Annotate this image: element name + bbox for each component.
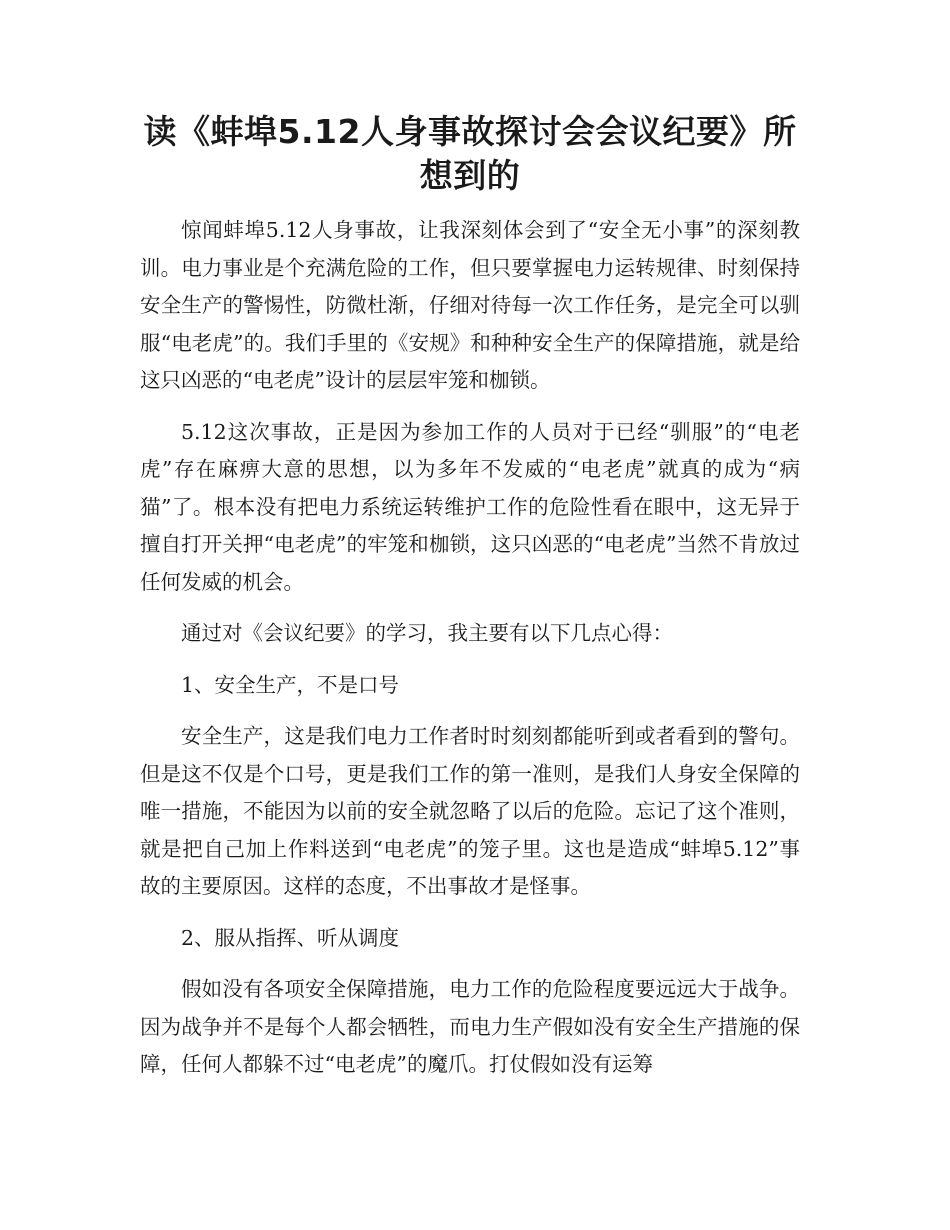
section-heading-1: 1、安全生产，不是口号 bbox=[181, 672, 400, 697]
section-heading-2: 2、服从指挥、听从调度 bbox=[181, 925, 400, 950]
paragraph-section-1: 安全生产，这是我们电力工作者时时刻刻都能听到或者看到的警句。但是这不仅是个口号，更是我们工作的第一准则，是我们人身安全保障的唯一措施，不能因为以前的安全就忽略了以后的危险。忘记了这个准则，就是把自己加上作料送到“电老虎”的笼子里。这也是造成“蚌埠5.12”事故的主要原因。这样的态度，不出事故才是怪事。 bbox=[140, 724, 800, 898]
paragraph-lessons-intro: 通过对《会议纪要》的学习，我主要有以下几点心得： bbox=[181, 621, 673, 645]
document-title: 读《蚌埠5.12人身事故探讨会会议纪要》所想到的 bbox=[143, 112, 797, 195]
paragraph-intro: 惊闻蚌埠5.12人身事故，让我深刻体会到了“安全无小事”的深刻教训。电力事业是个充满危险的工作，但只要掌握电力运转规律、时刻保持安全生产的警惕性，防微杜渐，仔细对待每一次工作任务，是完全可以驯服“电老虎”的。我们手里的《安规》和种种安全生产的保障措施，就是给这只凶恶的“电老虎”设计的层层牢笼和枷锁。 bbox=[140, 218, 800, 392]
paragraph-section-2: 假如没有各项安全保障措施，电力工作的危险程度要远远大于战争。因为战争并不是每个人都会牺牲，而电力生产假如没有安全生产措施的保障，任何人都躲不过“电老虎”的魔爪。打仗假如没有运筹 bbox=[140, 977, 800, 1076]
document-page bbox=[140, 110, 800, 1098]
paragraph-accident-cause: 5.12这次事故，正是因为参加工作的人员对于已经“驯服”的“电老虎”存在麻痹大意的思想，以为多年不发威的“电老虎”就真的成为“病猫”了。根本没有把电力系统运转维护工作的危险性看在眼中，这无异于擅自打开关押“电老虎”的牢笼和枷锁，这只凶恶的“电老虎”当然不肯放过任何发威的机会。 bbox=[140, 419, 800, 594]
